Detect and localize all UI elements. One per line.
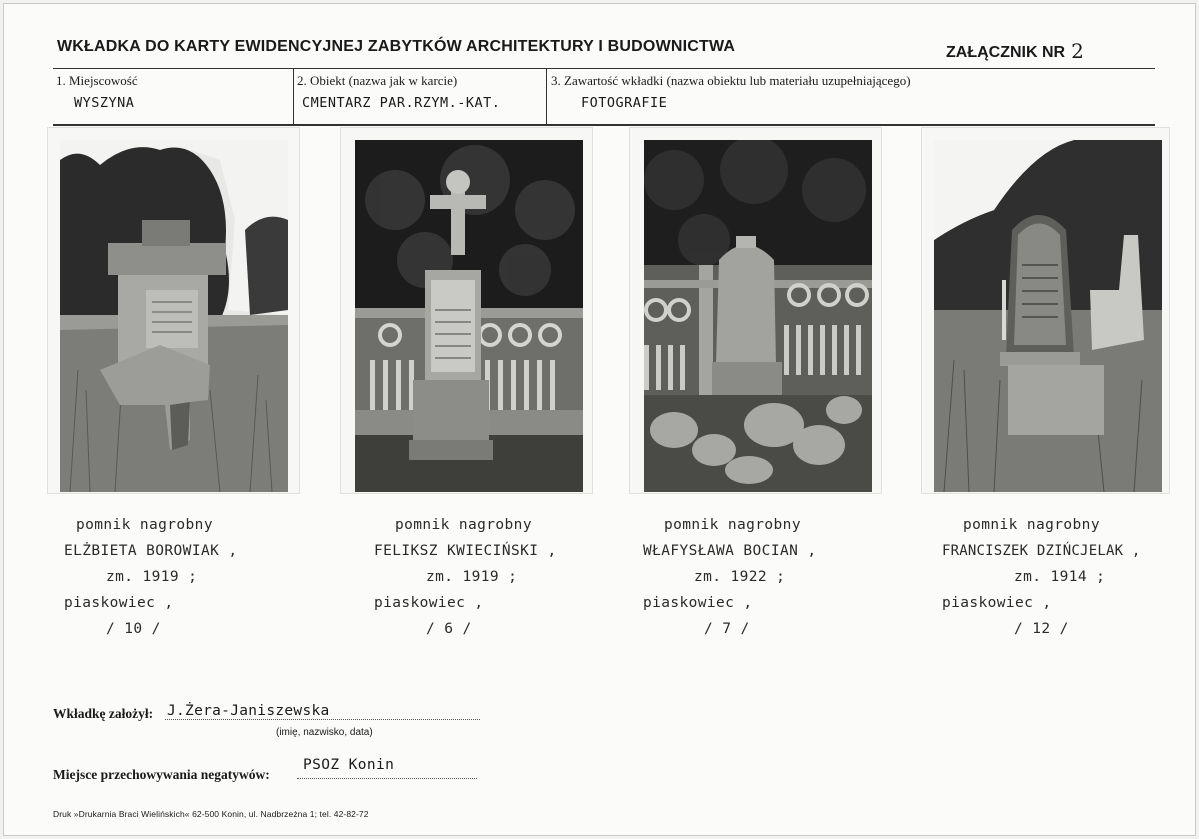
appendix-label xyxy=(946,38,1084,62)
caption-4-name: FRANCISZEK DZIŃCJELAK , xyxy=(942,543,1141,559)
appendix-number: 2 xyxy=(1071,39,1084,63)
caption-3-type: pomnik nagrobny xyxy=(664,517,801,533)
author-value: J.Żera-Janiszewska xyxy=(167,703,330,719)
caption-1-type: pomnik nagrobny xyxy=(76,517,213,533)
contents-value: FOTOGRAFIE xyxy=(581,95,668,111)
negatives-dotted-line xyxy=(297,778,477,779)
contents-label: 3. Zawartość wkładki (nazwa obiektu lub materiału uzupełniającego) xyxy=(551,73,911,88)
photo-card-4 xyxy=(921,127,1170,494)
photo-4-gravestone xyxy=(934,140,1162,492)
photo-2-gravestone xyxy=(355,140,583,492)
negatives-label: Miejsce przechowywania negatywów: xyxy=(53,767,270,782)
location-value: WYSZYNA xyxy=(74,95,135,111)
header-rule-top xyxy=(53,68,1155,69)
photo-card-3 xyxy=(629,127,882,494)
caption-3-material: piaskowiec , xyxy=(643,595,753,611)
caption-2-name: FELIKSZ KWIECIŃSKI , xyxy=(374,543,557,559)
author-label: Wkładkę założył: xyxy=(53,706,154,721)
caption-4-date: zm. 1914 ; xyxy=(1014,569,1106,585)
negatives-value: PSOZ Konin xyxy=(303,757,395,773)
location-label: 1. Miejscowość xyxy=(56,73,138,88)
printer-imprint: Druk »Drukarnia Braci Wielińskich« 62-500 Konin, ul. Nadbrzeżna 1; tel. 42-82-72 xyxy=(53,809,369,819)
field-divider-2 xyxy=(546,69,547,124)
caption-1-material: piaskowiec , xyxy=(64,595,174,611)
appendix-label-text: ZAŁĄCZNIK NR xyxy=(946,44,1066,61)
caption-3-date: zm. 1922 ; xyxy=(694,569,786,585)
document-title: WKŁADKA DO KARTY EWIDENCYJNEJ ZABYTKÓW ARCHITEKTURY I BUDOWNICTWA xyxy=(57,38,736,55)
author-hint: (imię, nazwisko, data) xyxy=(276,727,373,738)
caption-2 xyxy=(374,517,614,647)
caption-3-number: / 7 / xyxy=(704,621,750,637)
photo-1-gravestone xyxy=(60,140,288,492)
caption-3-name: WŁAFYSŁAWA BOCIAN , xyxy=(643,543,817,559)
header-rule-bottom xyxy=(53,124,1155,126)
field-divider-1 xyxy=(293,69,294,124)
author-dotted-line xyxy=(165,719,480,720)
object-value: CMENTARZ PAR.RZYM.-KAT. xyxy=(302,95,501,111)
photo-card-2 xyxy=(340,127,593,494)
caption-3 xyxy=(643,517,883,647)
caption-1 xyxy=(64,517,304,647)
caption-4 xyxy=(942,517,1182,647)
caption-2-number: / 6 / xyxy=(426,621,472,637)
caption-2-type: pomnik nagrobny xyxy=(395,517,532,533)
caption-4-number: / 12 / xyxy=(1014,621,1069,637)
caption-4-material: piaskowiec , xyxy=(942,595,1052,611)
object-label: 2. Obiekt (nazwa jak w karcie) xyxy=(297,73,458,88)
caption-2-date: zm. 1919 ; xyxy=(426,569,518,585)
caption-1-date: zm. 1919 ; xyxy=(106,569,198,585)
caption-1-name: ELŻBIETA BOROWIAK , xyxy=(64,543,238,559)
photo-3-gravestone xyxy=(644,140,872,492)
photo-card-1 xyxy=(47,127,300,494)
caption-2-material: piaskowiec , xyxy=(374,595,484,611)
caption-1-number: / 10 / xyxy=(106,621,161,637)
caption-4-type: pomnik nagrobny xyxy=(963,517,1100,533)
